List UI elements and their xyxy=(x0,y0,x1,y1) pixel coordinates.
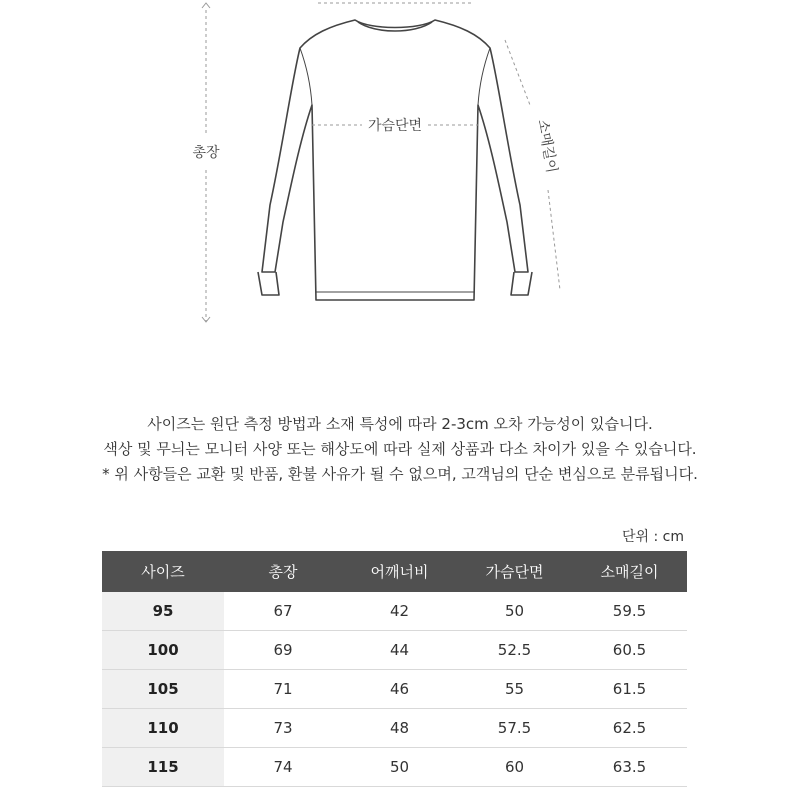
size-table xyxy=(102,551,687,787)
total-length-label: 총장 xyxy=(192,145,220,161)
table-cell: 48 xyxy=(342,709,457,748)
table-cell: 50 xyxy=(457,592,572,631)
size-cell: 115 xyxy=(102,748,224,787)
header-size: 사이즈 xyxy=(102,551,224,592)
shirt-measurement-diagram xyxy=(0,0,800,330)
header-sleeve: 소매길이 xyxy=(572,551,687,592)
header-shoulder: 어깨너비 xyxy=(342,551,457,592)
table-row xyxy=(102,748,687,787)
table-cell: 63.5 xyxy=(572,748,687,787)
table-cell: 73 xyxy=(224,709,342,748)
table-row xyxy=(102,631,687,670)
table-cell: 50 xyxy=(342,748,457,787)
note-line: 색상 및 무늬는 모니터 사양 또는 해상도에 따라 실제 상품과 다소 차이가 있을 수 있습니다. xyxy=(103,440,697,458)
size-cell: 110 xyxy=(102,709,224,748)
table-cell: 69 xyxy=(224,631,342,670)
sleeve-label: 소매길이 xyxy=(534,118,560,175)
notes-block xyxy=(0,412,800,487)
header-chest: 가슴단면 xyxy=(457,551,572,592)
table-cell: 74 xyxy=(224,748,342,787)
table-cell: 46 xyxy=(342,670,457,709)
table-row xyxy=(102,670,687,709)
table-cell: 42 xyxy=(342,592,457,631)
table-header-row xyxy=(102,551,687,592)
table-cell: 44 xyxy=(342,631,457,670)
note-line: * 위 사항들은 교환 및 반품, 환불 사유가 될 수 없으며, 고객님의 단순 변심으로 분류됩니다. xyxy=(102,465,698,483)
size-cell: 105 xyxy=(102,670,224,709)
header-total-length: 총장 xyxy=(224,551,342,592)
long-sleeve-shirt-outline xyxy=(258,20,532,300)
chest-label: 가슴단면 xyxy=(367,118,423,134)
table-cell: 60.5 xyxy=(572,631,687,670)
total-length-dimension-line xyxy=(202,3,210,322)
note-line: 사이즈는 원단 측정 방법과 소재 특성에 따라 2-3cm 오차 가능성이 있습니다. xyxy=(147,415,653,433)
size-cell: 95 xyxy=(102,592,224,631)
table-cell: 57.5 xyxy=(457,709,572,748)
table-cell: 62.5 xyxy=(572,709,687,748)
table-row xyxy=(102,592,687,631)
table-cell: 55 xyxy=(457,670,572,709)
table-cell: 67 xyxy=(224,592,342,631)
table-cell: 61.5 xyxy=(572,670,687,709)
table-cell: 60 xyxy=(457,748,572,787)
size-cell: 100 xyxy=(102,631,224,670)
table-row xyxy=(102,709,687,748)
unit-label: 단위 : cm xyxy=(621,529,684,545)
table-cell: 71 xyxy=(224,670,342,709)
table-cell: 52.5 xyxy=(457,631,572,670)
table-cell: 59.5 xyxy=(572,592,687,631)
